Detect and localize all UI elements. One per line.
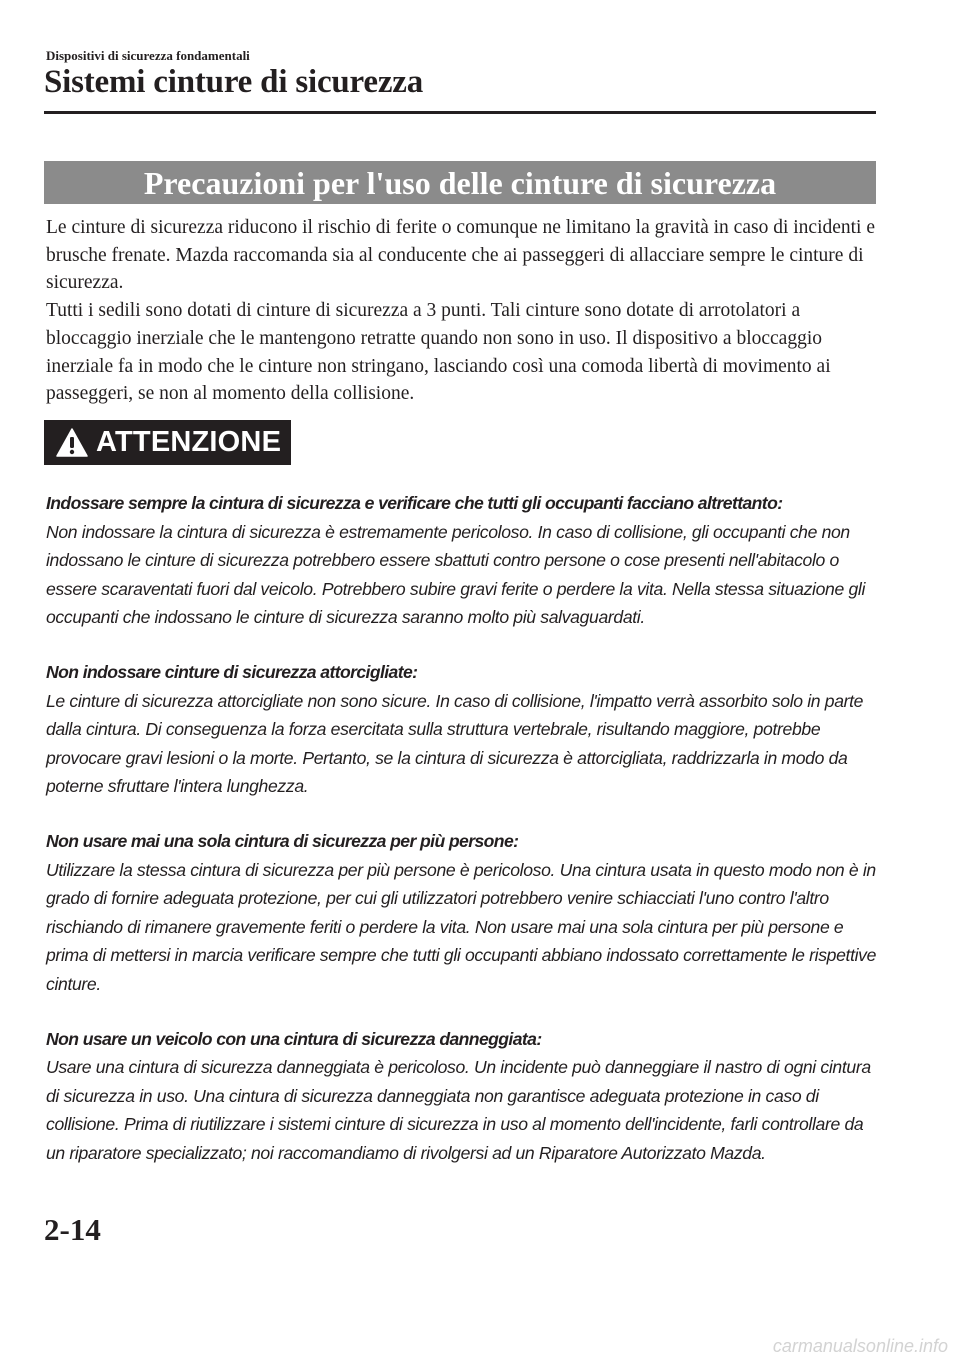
intro-paragraph: Le cinture di sicurezza riducono il rischio di ferite o comunque ne limitano la gravità in caso di incidenti e brusche frenate. Mazda raccomanda sia al conducente che ai passeggeri di allacciare sempre le cinture di sicurezza.	[46, 217, 876, 294]
watermark: carmanualsonline.info	[772, 1336, 948, 1356]
warning-body: Le cinture di sicurezza attorcigliate non sono sicure. In caso di collisione, l'impatto verrà assorbito solo in parte dalla cintura. Di conseguenza la forza esercitata sulla struttura vertebrale, risultando maggiore, potrebbe provocare gravi lesioni o la morte. Pertanto, se la cintura di sicurezza è attorcigliata, raddrizzarla in modo da poterne sfruttare l'intera lunghezza.	[46, 690, 864, 797]
warning-item	[46, 489, 880, 632]
warning-body: Utilizzare la stessa cintura di sicurezza per più persone è pericoloso. Una cintura usata in questo modo non è in grado di fornire adeguata protezione, per cui gli utilizzatori potrebbero venire schiacciati l'uno contro l'altro rischiando di rimanere gravemente feriti o perdere la vita. Non usare mai una sola cintura per più persone e prima di mettersi in marcia verificare sempre che tutti gli occupanti abbiano indossato correttamente le rispettive cinture.	[46, 859, 877, 994]
intro-text	[46, 214, 880, 408]
section-title: Sistemi cinture di sicurezza	[44, 64, 424, 100]
warning-triangle-icon	[56, 428, 88, 457]
topic-banner	[44, 161, 876, 204]
warning-item	[46, 827, 880, 999]
chapter-title: Dispositivi di sicurezza fondamentali	[46, 48, 250, 63]
warning-item	[46, 658, 880, 801]
warnings-list	[46, 489, 880, 1193]
warning-title: Non usare mai una sola cintura di sicurezza per più persone:	[46, 830, 519, 851]
topic-title: Precauzioni per l'uso delle cinture di sicurezza	[143, 164, 777, 201]
warning-badge	[44, 420, 291, 465]
warning-body: Non indossare la cintura di sicurezza è estremamente pericoloso. In caso di collisione, gli occupanti che non indossano le cinture di sicurezza potrebbero essere sbattuti contro persone o cose presenti nell'abitacolo o essere scaraventati fuori dal veicolo. Potrebbero subire gravi ferite o perdere la vita. Nella stessa situazione gli occupanti che indossano le cinture di sicurezza saranno molto più salvaguardati.	[46, 521, 866, 628]
page-number: 2-14	[44, 1212, 101, 1247]
intro-paragraph: Tutti i sedili sono dotati di cinture di sicurezza a 3 punti. Tali cinture sono dotate di arrotolatori a bloccaggio inerziale che le mantengono retratte quando non sono in uso. Il dispositivo a bloccaggio inerziale fa in modo che le cinture non stringano, lasciando così una comoda libertà di movimento ai passeggeri, se non al momento della collisione.	[46, 300, 831, 405]
warning-body: Usare una cintura di sicurezza danneggiata è pericoloso. Un incidente può danneggiare il nastro di ogni cintura di sicurezza in uso. Una cintura di sicurezza danneggiata non garantisce adeguata protezione in caso di collisione. Prima di riutilizzare i sistemi cinture di sicurezza in uso al momento dell'incidente, farli controllare da un riparatore specializzato; noi raccomandiamo di rivolgersi ad un Riparatore Autorizzato Mazda.	[46, 1057, 871, 1163]
warning-item	[46, 1025, 880, 1168]
warning-title: Indossare sempre la cintura di sicurezza e verificare che tutti gli occupanti facciano altrettanto:	[46, 493, 783, 513]
warning-title: Non usare un veicolo con una cintura di sicurezza danneggiata:	[46, 1028, 542, 1049]
header-divider	[44, 111, 876, 114]
warning-title: Non indossare cinture di sicurezza attorcigliate:	[46, 661, 418, 682]
warning-badge-label: ATTENZIONE	[96, 426, 282, 458]
